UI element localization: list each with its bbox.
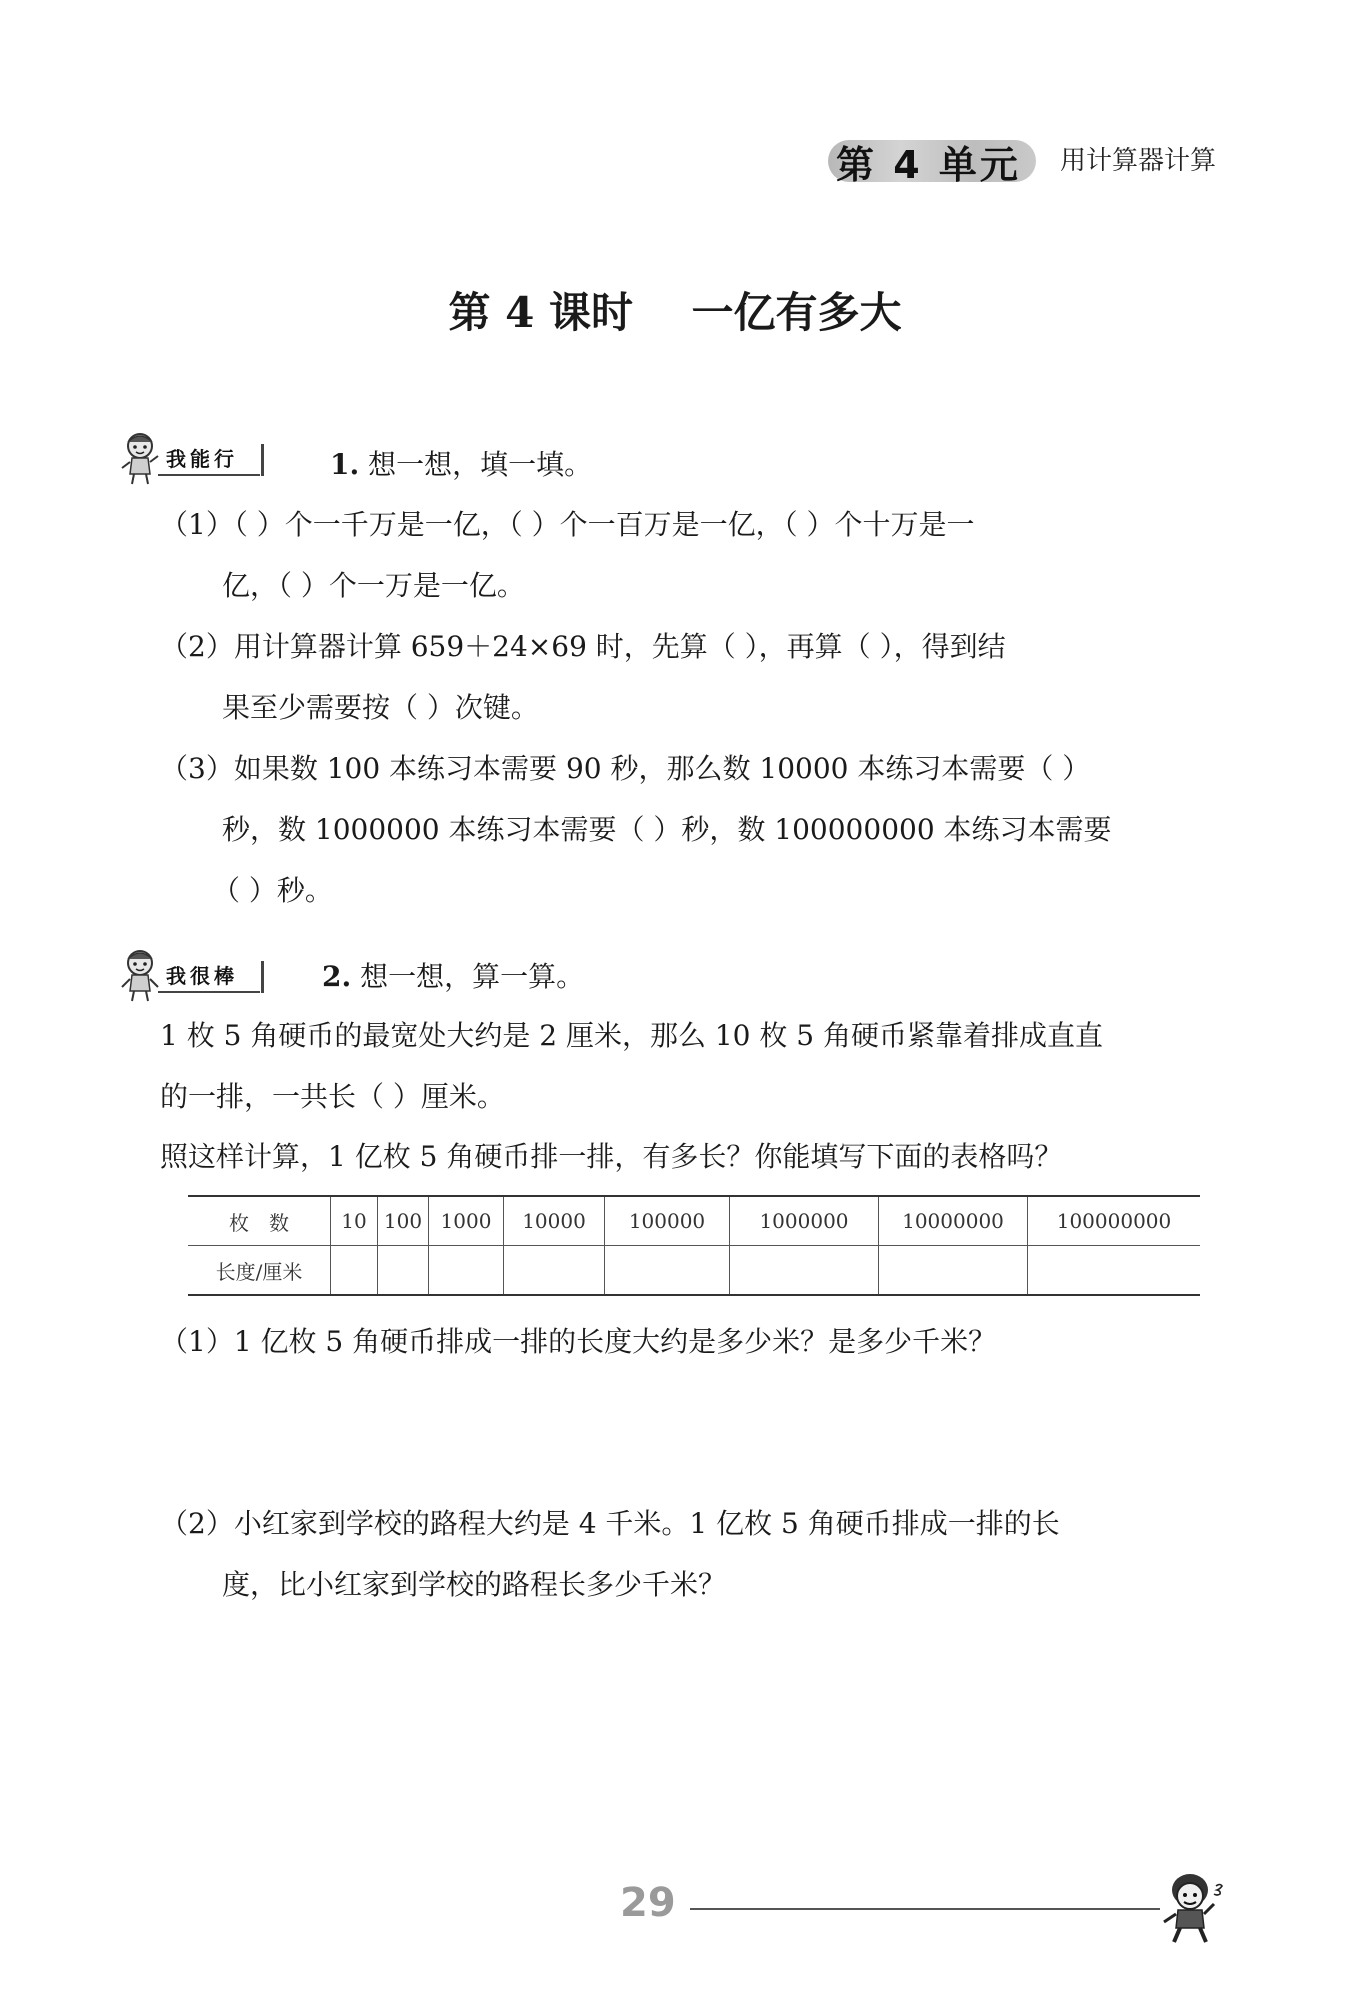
count-cell: 1000 <box>429 1196 504 1246</box>
question-number: 2. <box>322 960 352 993</box>
length-answer-cell[interactable] <box>605 1246 730 1296</box>
count-cell: 10 <box>331 1196 378 1246</box>
girl-mascot-icon <box>118 947 162 1003</box>
length-answer-cell[interactable] <box>331 1246 378 1296</box>
question-number: 1. <box>330 448 360 481</box>
q1-line: 果至少需要按（ ）次键。 <box>222 691 539 724</box>
tag-label: 我能行 <box>166 442 258 476</box>
q2-line: 照这样计算，1 亿枚 5 角硬币排一排，有多长？你能填写下面的表格吗？ <box>160 1140 1063 1173</box>
q1-line: （2）用计算器计算 659＋24×69 时，先算（ ），再算（ ），得到结 <box>160 630 1006 663</box>
coin-length-table <box>188 1195 1200 1296</box>
length-answer-cell[interactable] <box>730 1246 879 1296</box>
table-row-length <box>188 1246 1200 1296</box>
unit-subtitle: 用计算器计算 <box>1060 146 1217 176</box>
boy-mascot-icon <box>1160 1868 1224 1948</box>
row-header-count: 枚 数 <box>188 1196 331 1246</box>
length-answer-cell[interactable] <box>378 1246 429 1296</box>
lesson-title: 第 4 课时 一亿有多大 <box>448 288 902 337</box>
row-header-length: 长度/厘米 <box>188 1246 331 1296</box>
count-cell: 1000000 <box>730 1196 879 1246</box>
q1-line: （3）如果数 100 本练习本需要 90 秒，那么数 10000 本练习本需要（ ） <box>160 752 1091 785</box>
length-answer-cell[interactable] <box>504 1246 605 1296</box>
tag-wo-hen-bang <box>118 947 258 999</box>
count-cell: 10000 <box>504 1196 605 1246</box>
count-cell: 10000000 <box>879 1196 1028 1246</box>
tag-label: 我很棒 <box>166 959 258 993</box>
q1-line: （1）（ ）个一千万是一亿，（ ）个一百万是一亿，（ ）个十万是一 <box>160 508 975 541</box>
q2-sub-question-2: （2）小红家到学校的路程大约是 4 千米。1 亿枚 5 角硬币排成一排的长 <box>160 1507 1060 1540</box>
question-1-heading <box>330 443 592 483</box>
q1-line: 秒，数 1000000 本练习本需要（ ）秒，数 100000000 本练习本需要 <box>222 813 1112 846</box>
count-cell: 100000000 <box>1028 1196 1201 1246</box>
question-title: 想一想，算一算。 <box>360 960 585 993</box>
q2-line: 1 枚 5 角硬币的最宽处大约是 2 厘米，那么 10 枚 5 角硬币紧靠着排成直直 <box>160 1019 1103 1052</box>
q1-line: 亿，（ ）个一万是一亿。 <box>222 569 525 602</box>
count-cell: 100 <box>378 1196 429 1246</box>
unit-label: 第 4 单元 <box>836 143 1021 187</box>
q2-sub-question-1: （1）1 亿枚 5 角硬币排成一排的长度大约是多少米？是多少千米？ <box>160 1325 997 1358</box>
count-cell: 100000 <box>605 1196 730 1246</box>
length-answer-cell[interactable] <box>429 1246 504 1296</box>
page-number: 29 <box>620 1880 676 1926</box>
q2-sub-question-2: 度，比小红家到学校的路程长多少千米？ <box>222 1568 727 1601</box>
length-answer-cell[interactable] <box>879 1246 1028 1296</box>
table-row-count <box>188 1196 1200 1246</box>
q2-line: 的一排，一共长（ ）厘米。 <box>160 1080 505 1113</box>
question-title: 想一想，填一填。 <box>368 448 593 481</box>
girl-mascot-icon <box>118 430 162 486</box>
footer-line <box>690 1908 1160 1910</box>
unit-badge <box>828 130 1036 187</box>
q1-line: （ ）秒。 <box>212 874 333 907</box>
length-answer-cell[interactable] <box>1028 1246 1201 1296</box>
question-2-heading <box>322 955 584 995</box>
tag-wo-neng-xing <box>118 430 258 482</box>
